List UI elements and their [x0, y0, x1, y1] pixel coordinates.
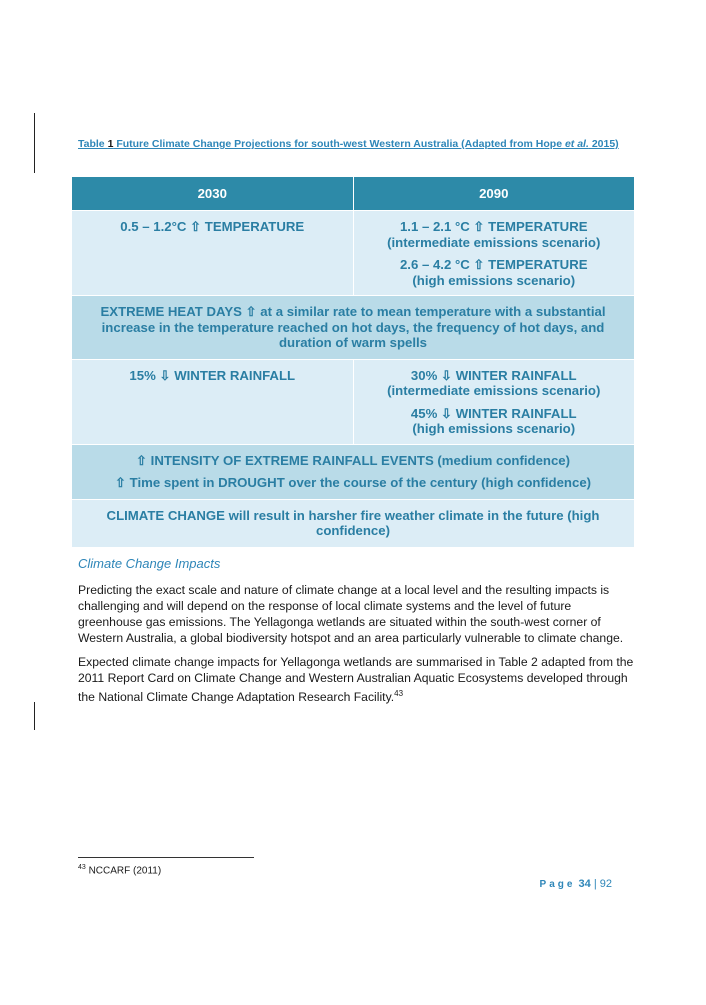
cell-fire-weather: CLIMATE CHANGE will result in harsher fire weather climate in the future (high confidence) [72, 499, 635, 547]
footnote: $^{43}$ NCCARF (2011) [78, 864, 162, 877]
cell-2030-temperature: 0.5 – 1.2°C ⇧ TEMPERATURE [72, 211, 354, 296]
table-caption: Table 1 Future Climate Change Projections for south-west Western Australia (Adapted from Hope et al. 2015) [78, 138, 619, 150]
footnote-ref[interactable]: 43 [394, 689, 404, 698]
cell-2090-rainfall: 30% ⇩ WINTER RAINFALL (intermediate emissions scenario) 45% ⇩ WINTER RAINFALL (high emissions scenario) [353, 359, 635, 444]
footnote-rule [78, 857, 254, 858]
header-2090: 2090 [353, 177, 635, 211]
paragraph-1: Predicting the exact scale and nature of climate change at a local level and the resulting impacts is challenging and will depend on the response of local climate systems and the level of future greenhouse gas emissions. The Yellagonga wetlands are situated within the south-west corner of Western Australia, a global biodiversity hotspot and an area particularly vulnerable to climate change. [78, 583, 624, 645]
page-number: Page 34 | 92 [539, 878, 612, 890]
paragraph-2: Expected climate change impacts for Yellagonga wetlands are summarised in Table 2 adapted from the 2011 Report Card on Climate Change and Western Australian Aquatic Ecosystems developed through the National Climate Change Adaptation Research Facility.$^{43}$ [78, 655, 634, 705]
cell-2030-rainfall: 15% ⇩ WINTER RAINFALL [72, 359, 354, 444]
cell-extreme-heat: EXTREME HEAT DAYS ⇧ at a similar rate to mean temperature with a substantial increase in the temperature reached on hot days, the frequency of hot days, and duration of warm spells [72, 296, 635, 360]
change-bar-top [34, 113, 35, 173]
header-2030: 2030 [72, 177, 354, 211]
projections-table [71, 176, 635, 548]
cell-2090-temperature: 1.1 – 2.1 °C ⇧ TEMPERATURE (intermediate emissions scenario) 2.6 – 4.2 °C ⇧ TEMPERATURE (high emissions scenario) [353, 211, 635, 296]
change-bar-bottom [34, 702, 35, 730]
cell-rainfall-drought: ⇧ INTENSITY OF EXTREME RAINFALL EVENTS (medium confidence) ⇧ Time spent in DROUGHT over the course of the century (high confidence) [72, 444, 635, 499]
section-heading: Climate Change Impacts [78, 556, 221, 571]
